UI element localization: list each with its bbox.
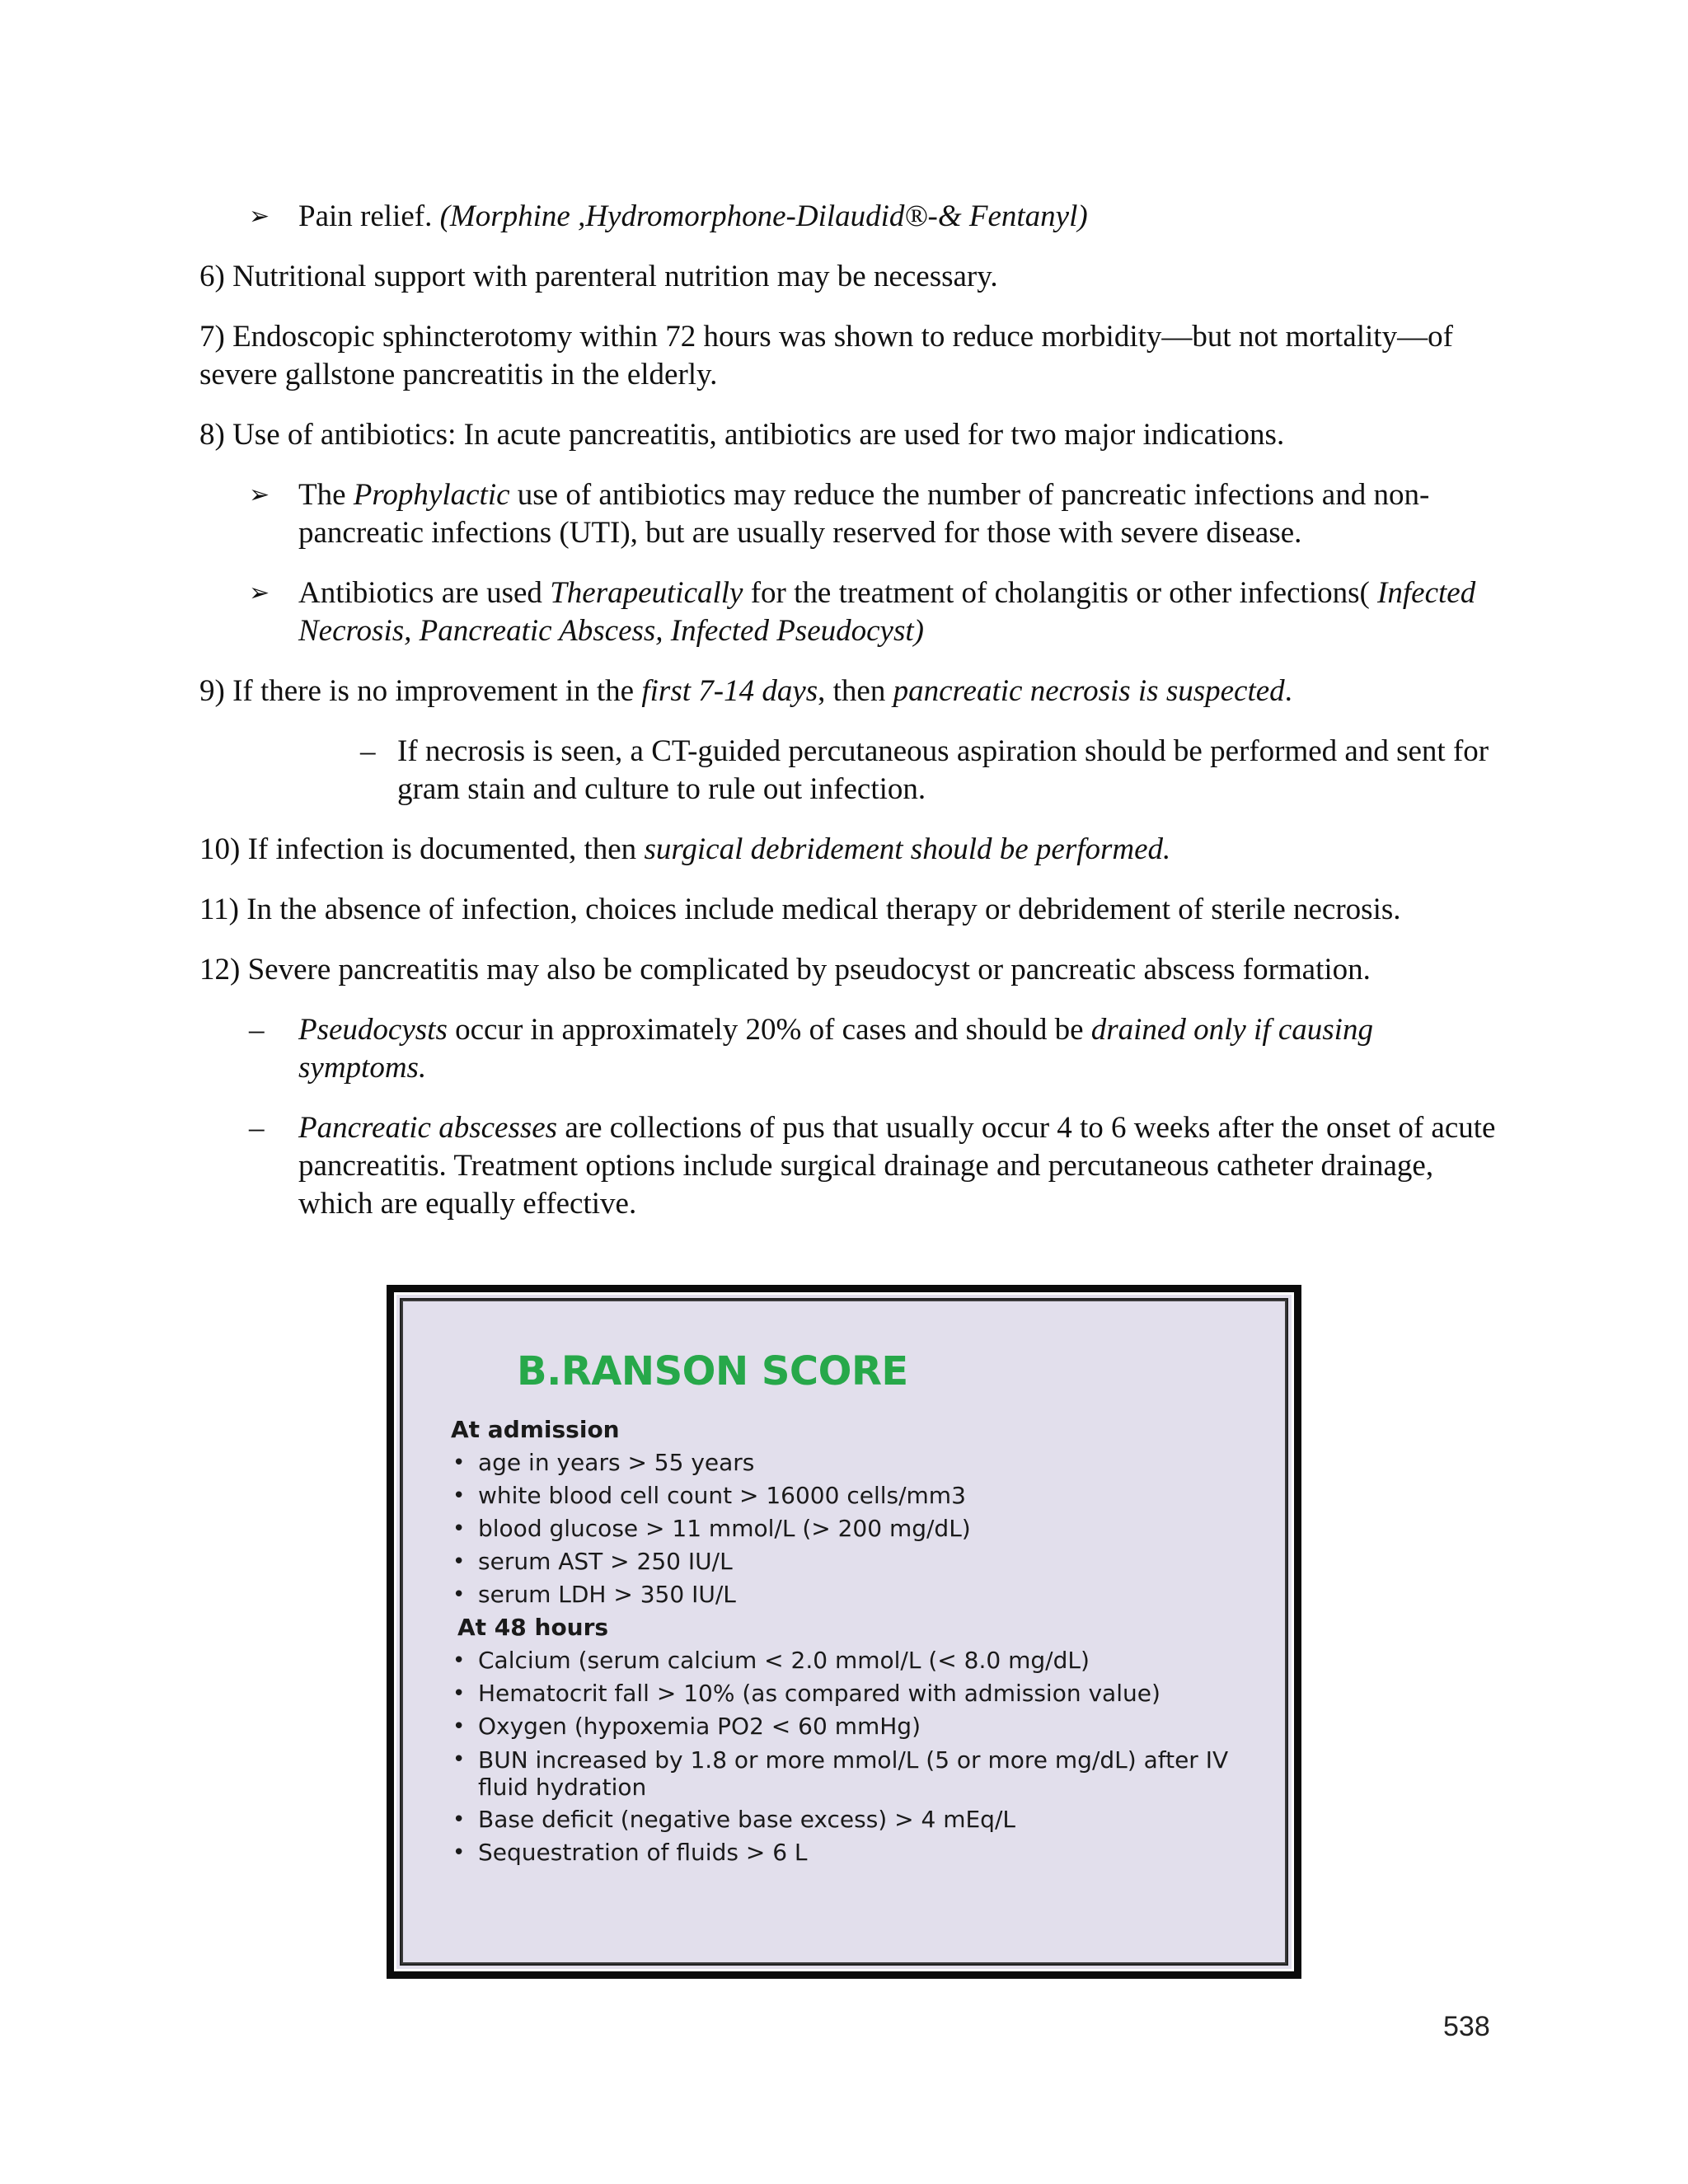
list-item: • BUN increased by 1.8 or more mmol/L (5 or more mg/dL) after IV fluid hydration: [452, 1746, 1229, 1801]
abscesses-text: are collections of pus that usually occur 4 to 6 weeks after the onset of acute pancreatitis. Treatment options include surgical drainage and percutaneous catheter drainage, which are equally effective.: [298, 1111, 1496, 1221]
prophylactic-text-a: The: [298, 478, 354, 512]
abscesses-term: Pancreatic abscesses: [298, 1111, 558, 1145]
ranson-score-figure: [387, 1285, 1301, 1979]
pain-relief-lead: Pain relief.: [298, 199, 440, 233]
list-item: • Sequestration of fluids > 6 L: [452, 1839, 808, 1866]
prophylactic-text-c: use of antibiotics may reduce the number of pancreatic infections and non-pancreatic infections (UTI), but are usually reserved for those with severe disease.: [298, 478, 1430, 550]
arrow-bullet-icon: ➢: [249, 480, 270, 509]
arrow-bullet-icon: ➢: [249, 579, 270, 607]
pseudocysts-item: [199, 1011, 1498, 1087]
ranson-score-panel: [394, 1292, 1294, 1971]
dash-bullet: –: [249, 1013, 265, 1047]
therapeutic-term: Therapeutically: [550, 576, 743, 610]
arrow-bullet-icon: ➢: [249, 202, 270, 231]
list-item: • Base deficit (negative base excess) > 4 mEq/L: [452, 1806, 1015, 1833]
pseudocysts-text: occur in approximately 20% of cases and should be: [447, 1013, 1091, 1047]
p10-text-a: 10) If infection is documented, then: [199, 832, 645, 866]
list-item: • serum LDH > 350 IU/L: [452, 1581, 736, 1608]
ranson-title: B.RANSON SCORE: [517, 1348, 908, 1394]
necrosis-text: If necrosis is seen, a CT-guided percutaneous aspiration should be performed and sent for gram stain and culture to rule out infection.: [397, 734, 1489, 806]
list-item: • Calcium (serum calcium < 2.0 mmol/L (< 8.0 mg/dL): [452, 1647, 1090, 1674]
necrosis-item: [199, 733, 1498, 808]
p9-days: first 7-14 days: [641, 674, 818, 708]
therapeutic-infections: Infected Necrosis, Pancreatic Abscess, Infected Pseudocyst): [298, 576, 1476, 648]
therapeutic-item: [199, 574, 1498, 650]
dash-bullet: –: [360, 734, 376, 768]
list-item: • blood glucose > 11 mmol/L (> 200 mg/dL): [452, 1515, 971, 1542]
list-item: • age in years > 55 years: [452, 1449, 755, 1476]
48-hours-heading: At 48 hours: [457, 1614, 609, 1641]
paragraph-12: 12) Severe pancreatitis may also be complicated by pseudocyst or pancreatic abscess formation.: [199, 953, 1371, 987]
pain-relief-item: [199, 198, 1498, 236]
paragraph-10: [199, 831, 1498, 869]
therapeutic-text-a: Antibiotics are used: [298, 576, 551, 610]
paragraph-9: [199, 673, 1498, 710]
list-item: • Oxygen (hypoxemia PO2 < 60 mmHg): [452, 1713, 921, 1740]
list-item: • Hematocrit fall > 10% (as compared with admission value): [452, 1680, 1160, 1707]
p9-text-a: 9) If there is no improvement in the: [199, 674, 642, 708]
paragraph-11: 11) In the absence of infection, choices include medical therapy or debridement of sterile necrosis.: [199, 893, 1401, 926]
dash-bullet: –: [249, 1111, 265, 1145]
list-item: • white blood cell count > 16000 cells/mm3: [452, 1482, 966, 1509]
p9-period: .: [1284, 674, 1292, 708]
document-body: [199, 198, 1498, 1245]
p10-debridement: surgical debridement should be performed.: [644, 832, 1171, 866]
prophylactic-item: [199, 476, 1498, 552]
ranson-criteria: [451, 1413, 1275, 1869]
admission-list: [451, 1446, 1275, 1611]
list-item: • serum AST > 250 IU/L: [452, 1548, 733, 1575]
page-number: 538: [1443, 2011, 1490, 2042]
prophylactic-term: Prophylactic: [353, 478, 510, 512]
pain-relief-drugs: (Morphine ,Hydromorphone-Dilaudid®-& Fentanyl): [439, 199, 1088, 233]
48-hours-list: [451, 1644, 1275, 1869]
abscesses-item: [199, 1109, 1498, 1223]
paragraph-8: 8) Use of antibiotics: In acute pancreatitis, antibiotics are used for two major indications.: [199, 418, 1285, 452]
paragraph-6: 6) Nutritional support with parenteral nutrition may be necessary.: [199, 260, 998, 293]
pseudocysts-term: Pseudocysts: [298, 1013, 448, 1047]
therapeutic-text-c: for the treatment of cholangitis or other infections(: [743, 576, 1378, 610]
pseudocysts-drain: drained only if causing symptoms.: [298, 1013, 1373, 1085]
p9-suspected: pancreatic necrosis is suspected: [893, 674, 1285, 708]
admission-heading: At admission: [451, 1416, 620, 1443]
p9-text-c: , then: [818, 674, 893, 708]
paragraph-7: 7) Endoscopic sphincterotomy within 72 hours was shown to reduce morbidity—but not mortality—of severe gallstone pancreatitis in the elderly.: [199, 320, 1453, 391]
